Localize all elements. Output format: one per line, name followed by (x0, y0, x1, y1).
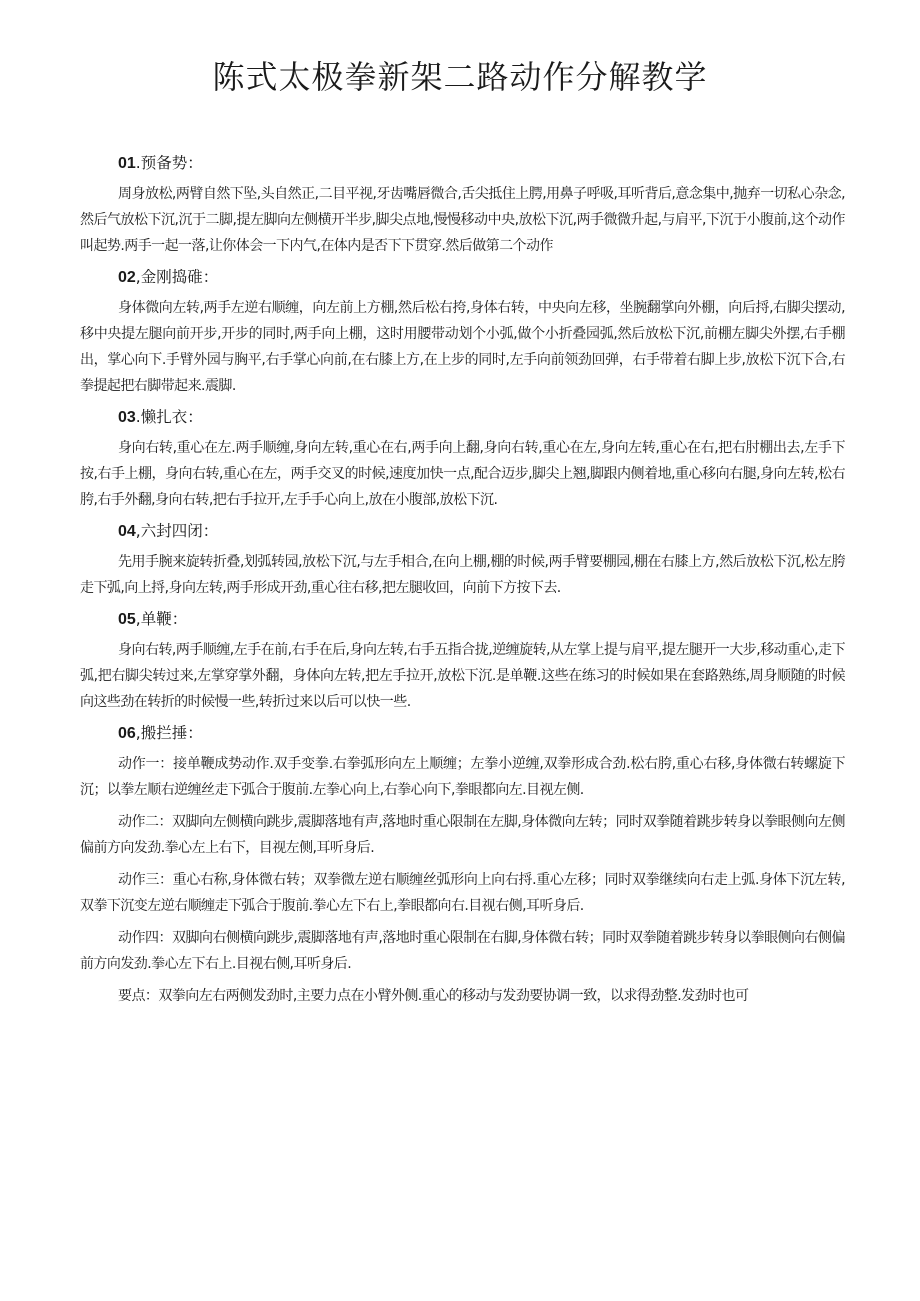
paragraph: 先用手腕来旋转折叠,划弧转园,放松下沉,与左手相合,在向上棚,棚的时候,两手臂要棚园,棚在右膝上方,然后放松下沉,松左胯走下弧,向上捋,身向左转,两手形成开劲,重心往右移,把左腿收回，向前下方按下去. (80, 554, 845, 596)
section-number: 05 (118, 611, 136, 628)
section-number: 04 (118, 523, 136, 540)
section-06 (80, 720, 845, 1009)
section-heading (80, 720, 845, 747)
paragraph-action-2: 动作二：双脚向左侧横向跳步,震脚落地有声,落地时重心限制在左脚,身体微向左转；同时双拳随着跳步转身以拳眼侧向左侧偏前方向发劲.拳心左上右下，目视左侧,耳听身后. (80, 814, 845, 856)
document-body (80, 150, 845, 1015)
paragraph: 身体微向左转,两手左逆右顺缠，向左前上方棚,然后松右挎,身体右转，中央向左移，坐腕翻掌向外棚，向后捋,右脚尖摆动,移中央提左腿向前开步,开步的同时,两手向上棚，这时用腰带动划个小弧,做个小折叠园弧,然后放松下沉,前棚左脚尖外摆,右手棚出，掌心向下.手臂外园与胸平,右手掌心向前,在右膝上方,在上步的同时,左手向前领劲回弹，右手带着右脚上步,放松下沉下合,右拳提起把右脚带起来.震脚. (80, 300, 845, 394)
section-05 (80, 606, 845, 715)
section-heading (80, 404, 845, 431)
paragraph: 周身放松,两臂自然下坠,头自然正,二目平视,牙齿嘴唇微合,舌尖抵住上腭,用鼻子呼吸,耳听背后,意念集中,抛弃一切私心杂念,然后气放松下沉,沉于二脚,提左脚向左侧横开半步,脚尖点地,慢慢移动中央,放松下沉,两手微微升起,与肩平,下沉于小腹前,这个动作叫起势.两手一起一落,让你体会一下内气,在体内是否下下贯穿.然后做第二个动作 (80, 186, 845, 254)
section-separator: , (135, 522, 141, 540)
document-title: 陈式太极拳新架二路动作分解教学 (212, 58, 708, 96)
section-heading (80, 606, 845, 633)
paragraph: 身向右转,重心在左.两手顺缠,身向左转,重心在右,两手向上翻,身向右转,重心在左,身向左转,重心在右,把右肘棚出去,左手下按,右手上棚，身向右转,重心在左，两手交叉的时候,速度加快一点,配合迈步,脚尖上翘,脚跟内侧着地,重心移向右腿,身向左转,松右胯,右手外翻,身向右转,把右手拉开,左手手心向上,放在小腹部,放松下沉. (80, 440, 845, 508)
section-03 (80, 404, 845, 513)
section-separator: . (135, 154, 141, 172)
section-heading (80, 518, 845, 545)
section-heading (80, 264, 845, 291)
section-01 (80, 150, 845, 259)
section-separator: , (135, 610, 141, 628)
section-heading (80, 150, 845, 177)
section-name: 预备势： (140, 154, 203, 172)
paragraph-action-1: 动作一：接单鞭成势动作.双手变拳.右拳弧形向左上顺缠；左拳小逆缠,双拳形成合劲.松右胯,重心右移,身体微右转螺旋下沉；以拳左顺右逆缠丝走下弧合于腹前.左拳心向上,右拳心向下,拳眼都向左.目视左侧. (80, 756, 845, 798)
paragraph-action-3: 动作三：重心右称,身体微右转；双拳微左逆右顺缠丝弧形向上向右捋.重心左移；同时双拳继续向右走上弧.身体下沉左转,双拳下沉变左逆右顺缠走下弧合于腹前.拳心左下右上,拳眼都向右.目视右侧,耳听身后. (80, 872, 845, 914)
section-name: 金刚捣碓： (140, 268, 219, 286)
section-name: 搬拦捶： (140, 724, 203, 742)
section-separator: , (135, 268, 141, 286)
paragraph-action-4: 动作四：双脚向右侧横向跳步,震脚落地有声,落地时重心限制在右脚,身体微右转；同时双拳随着跳步转身以拳眼侧向右侧偏前方向发劲.拳心左下右上.目视右侧,耳听身后. (80, 930, 845, 972)
section-name: 六封四闭： (140, 522, 219, 540)
section-number: 01 (118, 155, 136, 172)
section-name: 懒扎衣： (140, 408, 203, 426)
section-number: 06 (118, 725, 136, 742)
section-02 (80, 264, 845, 399)
section-number: 02 (118, 269, 136, 286)
paragraph-key-points: 要点：双拳向左右两侧发劲时,主要力点在小臂外侧.重心的移动与发劲要协调一致，以求得劲整.发劲时也可 (118, 988, 749, 1004)
paragraph: 身向右转,两手顺缠,左手在前,右手在后,身向左转,右手五指合拢,逆缠旋转,从左掌上提与肩平,提左腿开一大步,移动重心,走下弧,把右脚尖转过来,左掌穿掌外翻，身体向左转,把左手拉开,放松下沉.是单鞭.这些在练习的时候如果在套路熟练,周身顺随的时候向这些劲在转折的时候慢一些,转折过来以后可以快一些. (80, 642, 845, 710)
section-number: 03 (118, 409, 136, 426)
section-separator: . (135, 408, 141, 426)
section-separator: , (135, 724, 141, 742)
section-name: 单鞭： (140, 610, 188, 628)
section-04 (80, 518, 845, 601)
